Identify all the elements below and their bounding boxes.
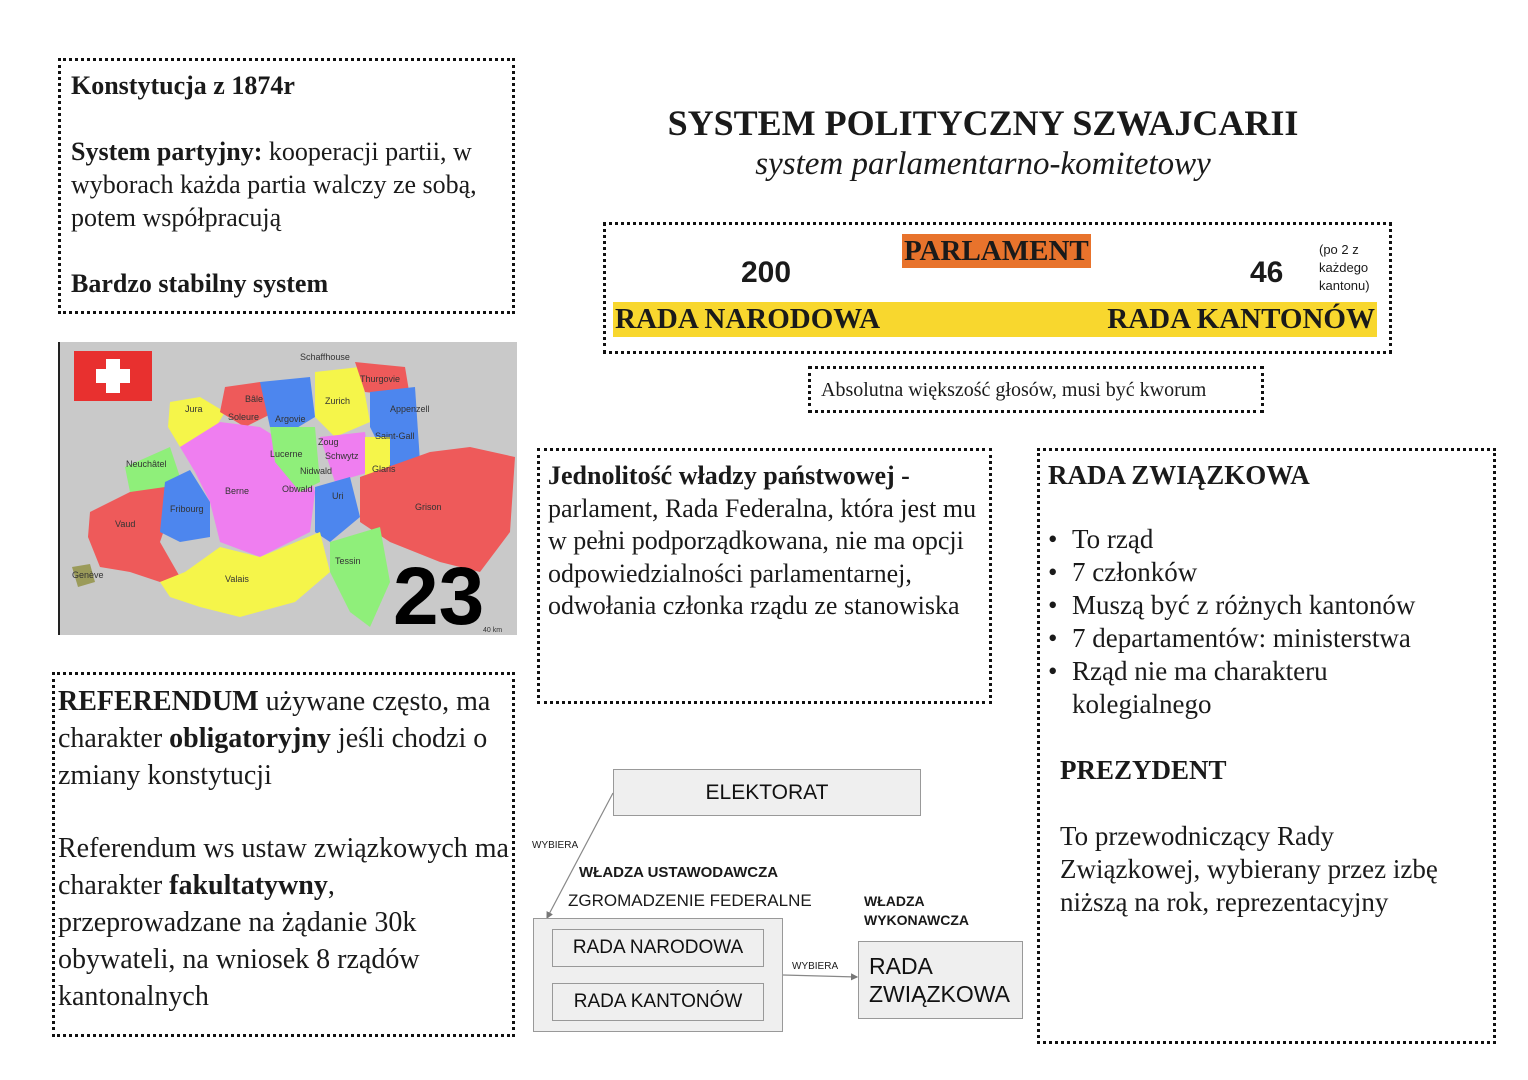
canton-uri	[315, 477, 360, 542]
svg-text:Tessin: Tessin	[335, 556, 361, 566]
federal-council-line2: ZWIĄZKOWA	[869, 981, 1010, 1007]
list-item: • 7 członków	[1048, 556, 1485, 589]
arrow-assembly-to-council	[783, 975, 857, 977]
assembly-label: ZGROMADZENIE FEDERALNE	[568, 891, 812, 910]
svg-text:Appenzell: Appenzell	[390, 404, 430, 414]
national-council-label: RADA NARODOWA	[615, 303, 881, 335]
national-council-box: RADA NARODOWA	[552, 929, 764, 967]
unity-of-power-box	[537, 448, 992, 704]
cantons-council-label: RADA KANTONÓW	[1107, 303, 1375, 335]
referendum-box	[52, 672, 515, 1037]
list-item: • Muszą być z różnych kantonów	[1048, 589, 1485, 622]
swiss-cantons-map	[58, 342, 517, 635]
federal-council-line1: RADA	[869, 953, 933, 979]
svg-text:Neuchâtel: Neuchâtel	[126, 459, 167, 469]
constitution-heading: Konstytucja z 1874r	[71, 71, 295, 100]
president-text: To przewodniczący Rady Związkowej, wybierany przez izbę niższą na rok, reprezentacyjny	[1060, 821, 1438, 917]
svg-text:Schwytz: Schwytz	[325, 451, 359, 461]
list-item: • To rząd	[1048, 523, 1485, 556]
electorate-box: ELEKTORAT	[613, 769, 921, 816]
svg-text:Uri: Uri	[332, 491, 344, 501]
svg-text:Genève: Genève	[72, 570, 104, 580]
svg-text:Schaffhouse: Schaffhouse	[300, 352, 350, 362]
referendum-optional-text: Referendum ws ustaw związkowych ma charakter fakultatywny, przeprowadzane na żądanie 30k obywateli, na wniosek 8 rządów kantonalnych	[58, 833, 509, 1012]
federal-council-list	[1048, 523, 1485, 721]
federal-assembly-box	[533, 918, 783, 1032]
map-graphic	[60, 342, 517, 635]
national-council-seats: 200	[741, 256, 792, 289]
svg-text:Nidwald: Nidwald	[300, 466, 333, 476]
cantons-council-seats: 46	[1250, 256, 1284, 289]
list-item: • Rząd nie ma charakteru kolegialnego	[1048, 655, 1372, 721]
svg-text:Grison: Grison	[415, 502, 442, 512]
page-subtitle: system parlamentarno-komitetowy	[755, 146, 1211, 182]
svg-text:Berne: Berne	[225, 486, 250, 496]
federal-council-box	[1037, 448, 1496, 1044]
majority-note-box: Absolutna większość głosów, musi być kworum	[808, 366, 1264, 413]
map-scale: 40 km	[483, 627, 503, 634]
elects-label-2: WYBIERA	[792, 961, 839, 972]
svg-text:Vaud: Vaud	[115, 519, 136, 529]
party-system-text: System partyjny: kooperacji partii, w wyborach każda partia walczy ze sobą, potem współpracują	[71, 137, 477, 232]
swiss-flag-icon	[74, 351, 152, 401]
federal-council-heading: RADA ZWIĄZKOWA	[1048, 460, 1310, 490]
legislative-label: WŁADZA USTAWODAWCZA	[579, 864, 779, 881]
stability-text: Bardzo stabilny system	[71, 269, 329, 298]
cantons-council-note: (po 2 z każdego kantonu)	[1319, 242, 1370, 293]
president-heading: PREZYDENT	[1060, 755, 1227, 785]
cantons-council-box: RADA KANTONÓW	[552, 983, 764, 1021]
federal-council-diagram-box	[858, 941, 1023, 1019]
svg-text:Valais: Valais	[225, 574, 249, 584]
parliament-title: PARLAMENT	[904, 235, 1089, 267]
canton-tessin	[330, 527, 390, 627]
svg-text:Zurich: Zurich	[325, 396, 351, 406]
list-item: • 7 departamentów: ministerstwa	[1048, 622, 1485, 655]
svg-text:Argovie: Argovie	[275, 414, 306, 424]
parliament-box	[603, 222, 1392, 354]
svg-text:Zoug: Zoug	[318, 437, 339, 447]
svg-text:Bâle: Bâle	[245, 394, 264, 404]
svg-text:Lucerne: Lucerne	[270, 449, 303, 459]
page-title: SYSTEM POLITYCZNY SZWAJCARII	[667, 103, 1299, 143]
svg-text:Fribourg: Fribourg	[170, 504, 204, 514]
executive-label	[864, 892, 969, 930]
unity-text: Jednolitość władzy państwowej - parlament, Rada Federalna, która jest mu w pełni podporządkowana, nie ma opcji odpowiedzialności parlamentarnej, odwołania członka rządu ze stanowiska	[548, 461, 977, 620]
executive-label-line1: WŁADZA	[864, 893, 925, 909]
referendum-obligatory-text: REFERENDUM używane często, ma charakter obligatoryjny jeśli chodzi o zmiany konstytucji	[58, 686, 491, 791]
svg-text:Jura: Jura	[185, 404, 203, 414]
constitution-box	[58, 58, 515, 314]
svg-text:Saint-Gall: Saint-Gall	[375, 431, 415, 441]
elects-label-1: WYBIERA	[532, 840, 579, 851]
chambers-bar	[613, 302, 1377, 337]
svg-text:Glaris: Glaris	[372, 464, 396, 474]
cantons-count: 23	[393, 551, 485, 635]
executive-label-line2: WYKONAWCZA	[864, 912, 969, 928]
svg-text:Thurgovie: Thurgovie	[360, 374, 401, 384]
svg-text:Soleure: Soleure	[228, 412, 260, 422]
svg-text:Obwald: Obwald	[282, 484, 313, 494]
